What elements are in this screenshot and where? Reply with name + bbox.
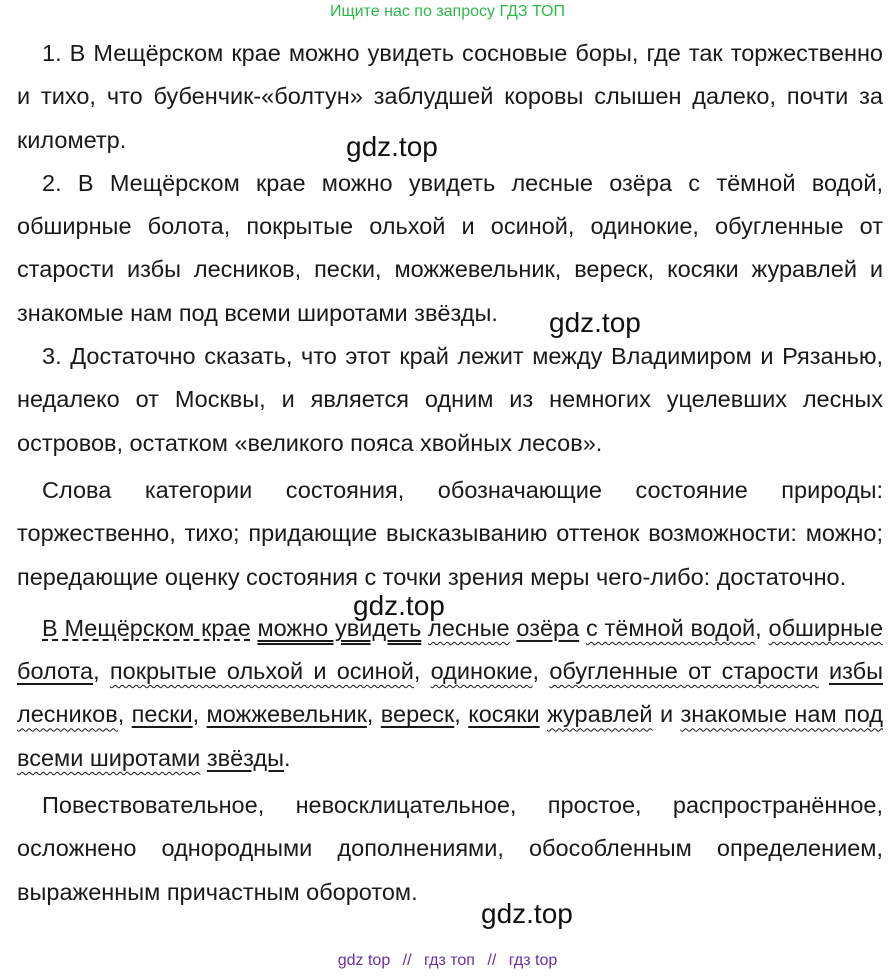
- paragraph-4: Слова категории состояния, обозначающие состояние природы: торжественно, тихо; придающие высказыванию оттенок возможности: можно; передающие оценку состояния с точки зрения меры чего-либо: достаточно.: [17, 476, 883, 590]
- object-underline: болота: [17, 658, 94, 685]
- predicate-underline: можно увидеть: [257, 614, 422, 641]
- footer-separator: //: [487, 952, 497, 969]
- watermark: gdz.top: [346, 131, 438, 162]
- footer-link[interactable]: гдз top: [508, 952, 558, 969]
- attribute-underline: покрытые ольхой и осиной: [109, 658, 414, 685]
- conjunction: и: [659, 701, 674, 728]
- paragraph-3: 3. Достаточно сказать, что этот край лежит между Владимиром и Рязанью, недалеко от Москвы, и является одним из немногих уцелевших лесных островов, остатком «великого пояса хвойных лесов».: [17, 343, 883, 456]
- footer-separator: //: [402, 952, 412, 969]
- watermark: gdz.top: [353, 590, 445, 621]
- object-underline: косяки: [468, 701, 540, 728]
- object-underline: вереск: [380, 701, 455, 728]
- paragraph-6: Повествовательное, невосклицательное, простое, распространённое, осложнено однородными дополнениями, обособленным определением, выраженным причастным оборотом.: [17, 792, 883, 905]
- attribute-underline: обугленные от старости: [549, 658, 819, 685]
- paragraph-1: 1. В Мещёрском крае можно увидеть сосновые боры, где так торжественно и тихо, что бубенчик-«болтун» заблудшей коровы слышен далеко, почти за километр.: [17, 40, 883, 153]
- attribute-underline: лесников: [17, 701, 118, 728]
- paragraph-2: 2. В Мещёрском крае можно увидеть лесные озёра с тёмной водой, обширные болота, покрытые ольхой и осиной, одинокие, обугленные от старости избы лесников, пески, можжевельник, вереск, косяки журавлей и знакомые нам под всеми широтами звёзды.: [17, 169, 883, 326]
- parsed-sentence: В Мещёрском крае можно увидеть лесные озёра с тёмной водой, обширные болота, покрытые ольхой и осиной, одинокие, обугленные от старости избы лесников, пески, можжевельник, вереск, косяки журавлей и знакомые нам под всеми широтами звёзды.: [17, 614, 884, 771]
- attribute-underline: знакомые нам под всеми широтами: [17, 701, 883, 771]
- top-banner: Ищите нас по запросу ГДЗ ТОП: [330, 3, 565, 20]
- watermark: gdz.top: [549, 307, 641, 338]
- footer-link[interactable]: gdz top: [337, 952, 391, 969]
- footer-links: [0, 951, 895, 971]
- adverbial-underline: В Мещёрском крае: [42, 614, 251, 641]
- attribute-underline: лесные: [428, 614, 510, 641]
- object-underline: звёзды: [206, 744, 285, 771]
- object-underline: озёра: [516, 614, 580, 641]
- attribute-underline: с тёмной водой: [586, 614, 756, 641]
- object-underline: пески: [131, 701, 193, 728]
- answer-text: [17, 32, 883, 914]
- footer-link[interactable]: гдз топ: [424, 952, 475, 969]
- attribute-underline: одинокие: [430, 658, 533, 685]
- object-underline: можжевельник: [206, 701, 367, 728]
- attribute-underline: журавлей: [547, 701, 653, 728]
- watermark: gdz.top: [481, 898, 573, 929]
- object-underline: избы: [829, 658, 883, 685]
- attribute-underline: обширные: [768, 614, 884, 641]
